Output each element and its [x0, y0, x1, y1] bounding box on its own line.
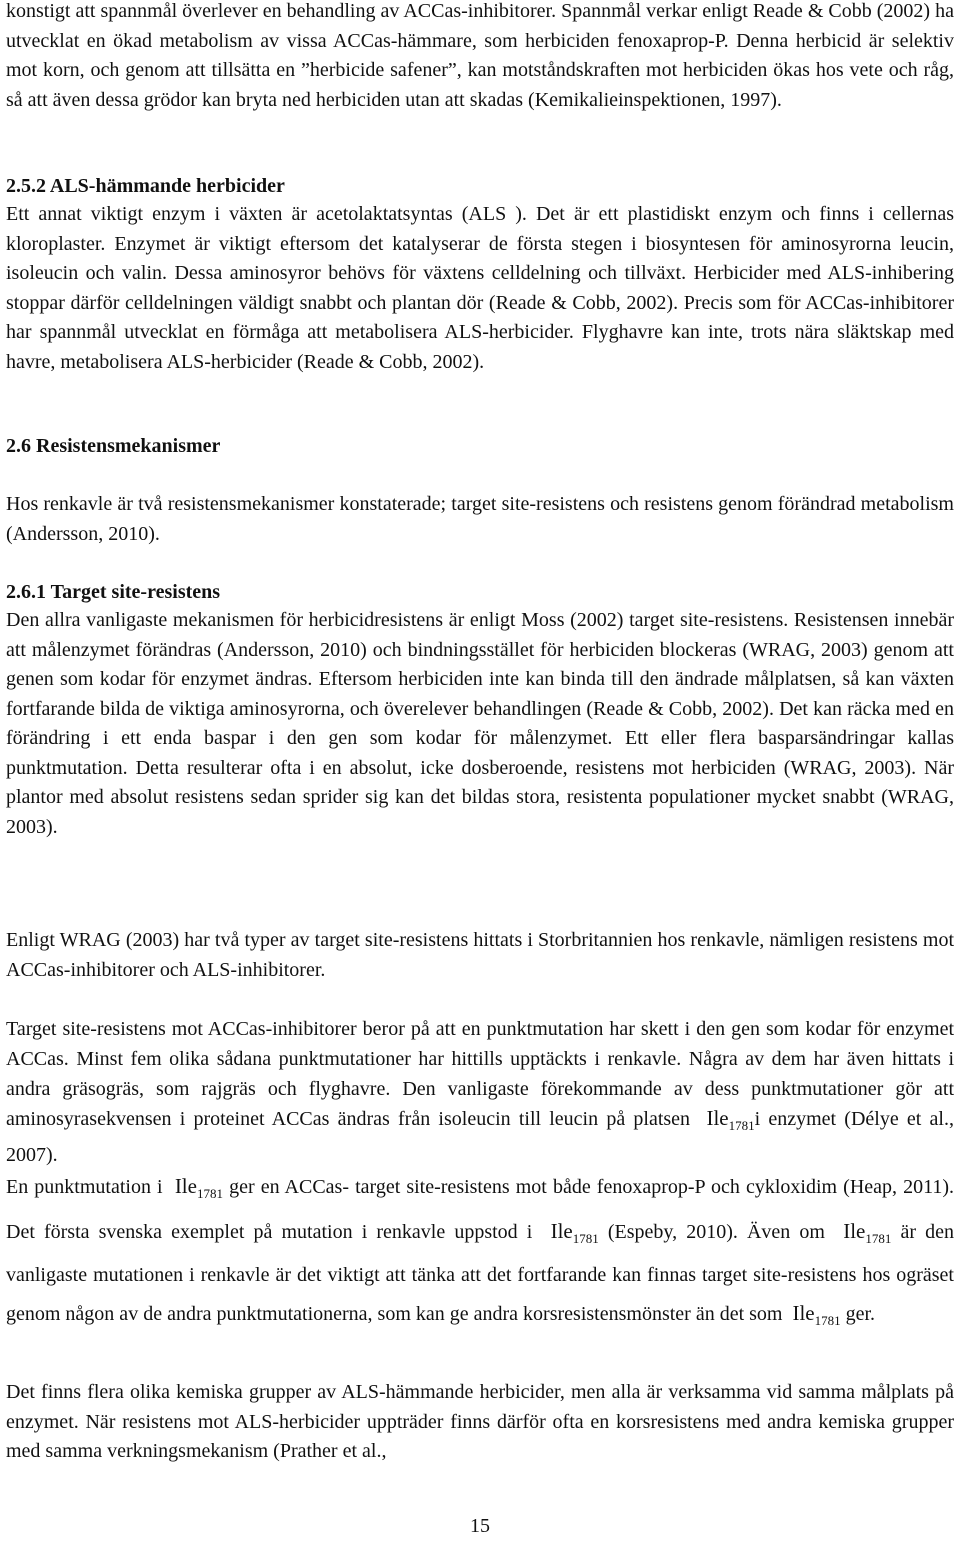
- mutation-position: 1781: [814, 1312, 841, 1328]
- section-heading-2-5-2: 2.5.2 ALS-hämmande herbicider: [6, 175, 285, 197]
- paragraph-text: är den vanligaste mutationen i renkavle är det viktigt att tänka att det fortfarande kan finnas target site-resistens hos ogräset genom någon av de andra punktmutationerna, som kan ge andra korsresistensmönster än det som: [6, 1220, 955, 1325]
- continuation-paragraph: konstigt att spannmål överlever en behandling av ACCas-inhibitorer. Spannmål verkar enligt Reade & Cobb (2002) ha utvecklat en ökad metabolism av vissa ACCas-hämmare, som herbiciden fenoxaprop-P. Denna herbicid är selektiv mot korn, och genom att tillsätta en ”herbicide safener”, kan motståndskraften mot herbiciden ökas hos vete och råg, så att även dessa grödor kan bryta ned herbiciden utan att skadas (Kemikalieinspektionen, 1997).: [6, 0, 954, 111]
- paragraph-als-cross-resistance: Det finns flera olika kemiska grupper av ALS-hämmande herbicider, men alla är verksamma vid samma målplats på enzymet. När resistens mot ALS-herbicider uppträder finns därför ofta en korsresistens med andra kemiska grupper med samma verkningsmekanism (Prather et al.,: [6, 1381, 954, 1463]
- section-heading-2-6-1: 2.6.1 Target site-resistens: [6, 581, 221, 603]
- mutation-residue: Ile: [706, 1106, 729, 1131]
- mutation-residue: Ile: [843, 1218, 866, 1243]
- paragraph-text: i enzymet (Délye et al., 2007).: [6, 1108, 954, 1167]
- paragraph-target-site-resistance: Den allra vanligaste mekanismen för herbicidresistens är enligt Moss (2002) target site-resistens. Resistensen innebär att målenzymet förändras (Andersson, 2010) och bindningsstället för herbiciden blockeras (WRAG, 2003) genom att genen som kodar för enzymet ändras. Eftersom herbiciden inte kan binda till den ändrade målplatsen, så kan växten fortfarande bilda de viktiga aminosyrorna, och överelever behandlingen (Reade & Cobb, 2002). Det kan räcka med en förändring i ett enda baspar i den gen som kodar för målenzymet. Ett eller flera basparsändringar kallas punktmutation. Detta resulterar ofta i en absolut, icke dosberoende, resistens mot herbiciden (WRAG, 2003). När plantor med absolut resistens sedan sprider sig kan det bildas stora, resistenta populationer mycket snabbt (WRAG, 2003).: [6, 609, 954, 838]
- mutation-position: 1781: [728, 1118, 755, 1134]
- mutation-residue: Ile: [174, 1174, 197, 1198]
- paragraph-accas-mutation: [6, 1015, 954, 1171]
- paragraph-resistance-mechanisms: Hos renkavle är två resistensmekanismer konstaterade; target site-resistens och resistens genom förändrad metabolism (Andersson, 2010).: [6, 493, 954, 545]
- mutation-position: 1781: [572, 1230, 599, 1246]
- section-heading-2-6: 2.6 Resistensmekanismer: [6, 435, 221, 457]
- paragraph-text: (Espeby, 2010). Även om: [607, 1220, 825, 1243]
- paragraph-text: Target site-resistens mot ACCas-inhibitorer beror på att en punktmutation har skett i den gen som kodar för enzymet ACCas. Minst fem olika sådana punktmutationer har hittills upptäckts i renkavle. Några av dem har även hittats i andra gräsogräs, som rajgräs och flyghavre. Den vanligaste förekommande av dess punktmutationer gör att aminosyrasekvensen i proteinet ACCas ändras från isoleucin till leucin på platsen: [6, 1018, 954, 1131]
- paragraph-text: ger.: [845, 1302, 876, 1325]
- mutation-position: 1781: [196, 1186, 223, 1201]
- paragraph-als-herbicides: Ett annat viktigt enzym i växten är acetolaktatsyntas (ALS ). Det är ett plastidiskt enzym och finns i cellernas kloroplaster. Enzymet är viktigt eftersom det katalyserar de första stegen i biosyntesen för aminosyrorna leucin, isoleucin och valin. Dessa aminosyror behövs för växtens celldelning och tillväxt. Herbicider med ALS-inhibering stoppar därför celldelningen väldigt snabbt och plantan dör (Reade & Cobb, 2002). Precis som för ACCas-inhibitorer har spannmål utvecklat en förmåga att metabolisera ALS-herbicider. Flyghavre kan inte, trots nära släktskap med havre, metabolisera ALS-herbicider (Reade & Cobb, 2002).: [6, 203, 954, 373]
- mutation-position: 1781: [865, 1230, 892, 1246]
- paragraph-text: En punktmutation i: [6, 1176, 163, 1198]
- paragraph-wrag-types: Enligt WRAG (2003) har två typer av target site-resistens hittats i Storbritannien hos renkavle, nämligen resistens mot ACCas-inhibitorer och ALS-inhibitorer.: [6, 929, 954, 981]
- paragraph-ile1781-mutation: [6, 1168, 954, 1339]
- page-number: 15: [470, 1515, 490, 1537]
- mutation-residue: Ile: [792, 1300, 815, 1325]
- mutation-residue: Ile: [550, 1218, 573, 1243]
- paragraph-text: ger en ACCas- target site-resistens mot både fenoxaprop-P och cykloxidim (Heap, 2011). Det första svenska exemplet på mutation i renkavle uppstod i: [6, 1176, 955, 1243]
